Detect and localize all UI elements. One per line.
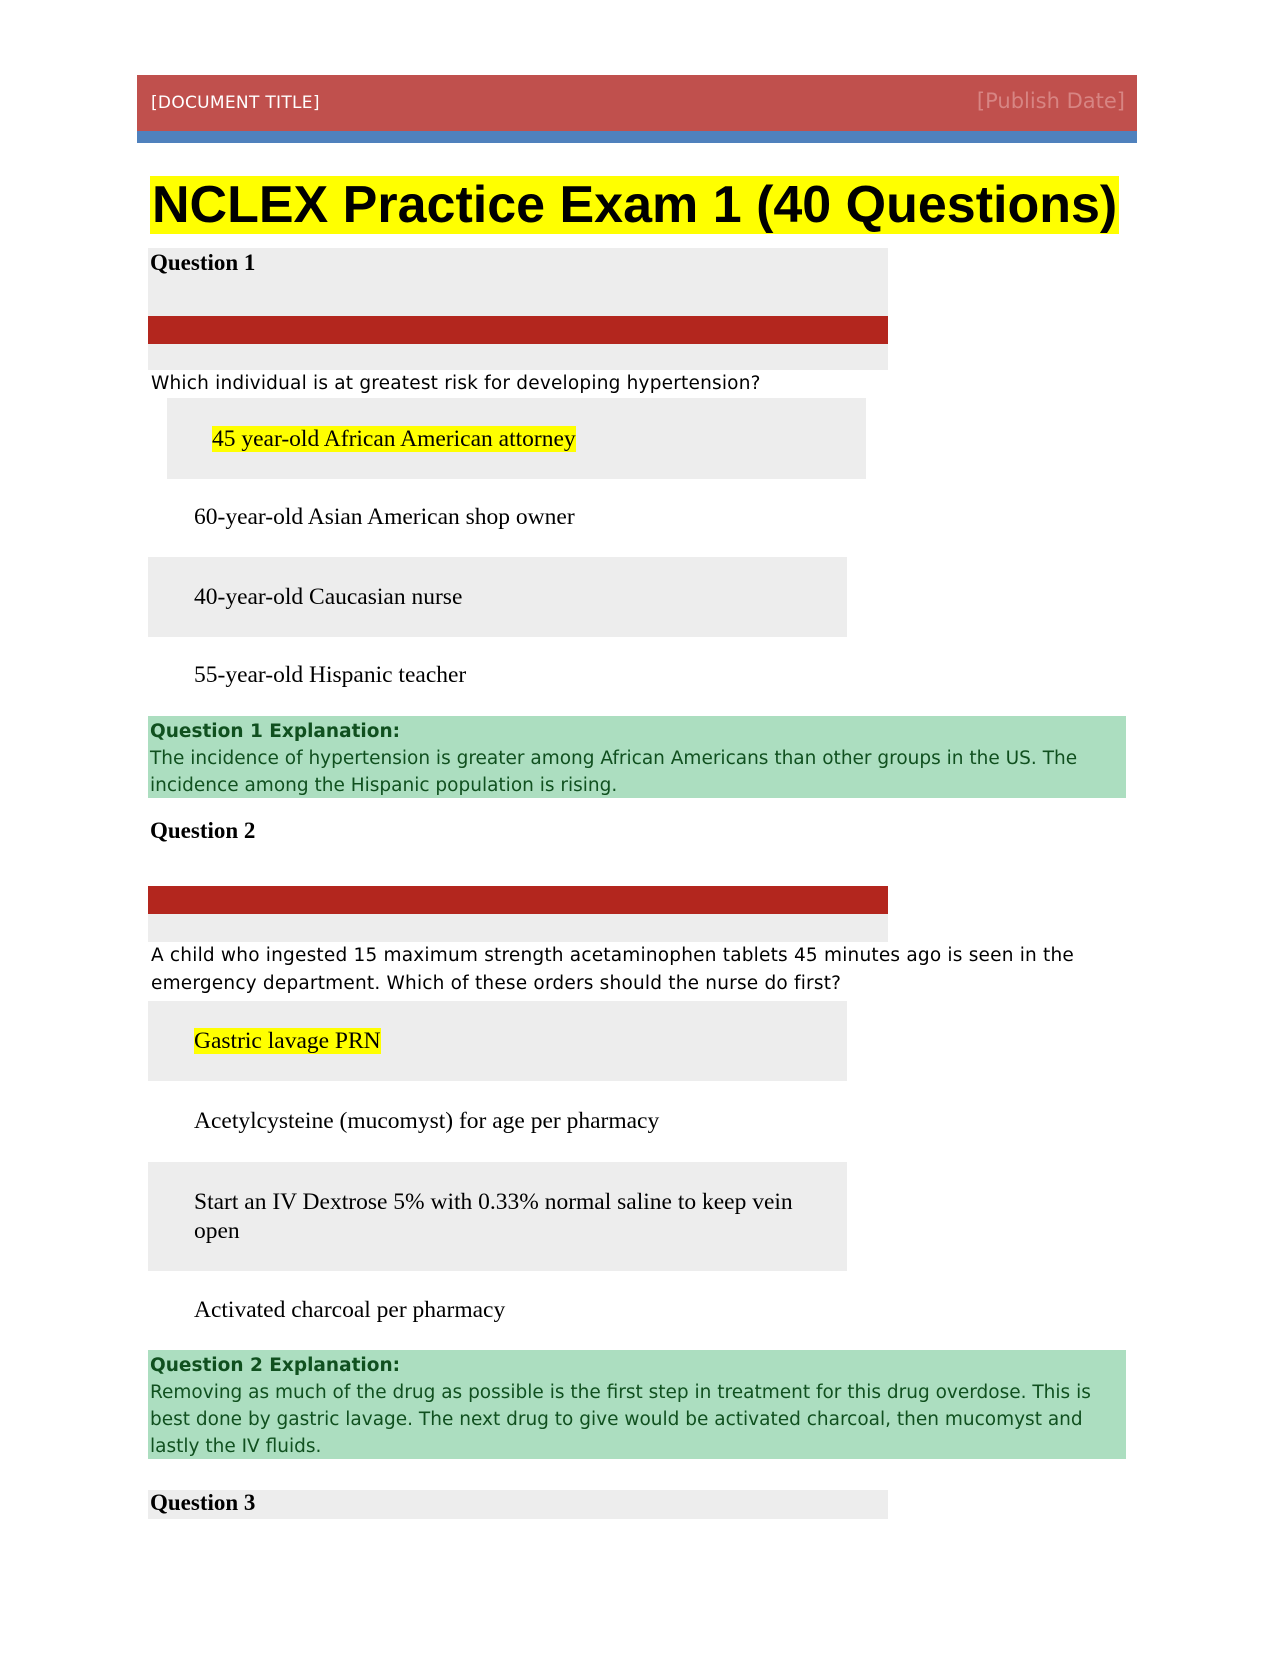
- question-3-heading: Question 3: [150, 1490, 256, 1515]
- question-1-option-2[interactable]: 60-year-old Asian American shop owner: [194, 504, 575, 530]
- question-2-explanation-text: Removing as much of the drug as possible is the first step in treatment for this drug overdose. This is best done by gastric lavage. The next drug to give would be activated charcoal, then mucomyst and lastly the IV fluids.: [150, 1382, 1091, 1457]
- question-1-heading: Question 1: [150, 250, 256, 275]
- question-1-text: Which individual is at greatest risk for developing hypertension?: [151, 373, 761, 394]
- header-underline: [137, 131, 1137, 143]
- question-2-explanation: [148, 1350, 1126, 1459]
- question-2-option-2[interactable]: Acetylcysteine (mucomyst) for age per pharmacy: [194, 1108, 660, 1134]
- question-2-heading: Question 2: [150, 818, 256, 843]
- question-2-option-3[interactable]: Start an IV Dextrose 5% with 0.33% normal saline to keep vein open: [194, 1189, 793, 1244]
- question-1-explanation-label: Question 1 Explanation:: [150, 721, 401, 742]
- publish-date: [Publish Date]: [976, 89, 1125, 113]
- question-1-option-4[interactable]: 55-year-old Hispanic teacher: [194, 662, 467, 688]
- question-2-explanation-label: Question 2 Explanation:: [150, 1355, 401, 1376]
- question-1-option-3[interactable]: 40-year-old Caucasian nurse: [194, 584, 463, 610]
- question-2-option-4[interactable]: Activated charcoal per pharmacy: [194, 1297, 506, 1323]
- question-3-header-box: [148, 1490, 888, 1519]
- question-1-header-box: [148, 248, 888, 370]
- question-1-explanation: [148, 716, 1126, 798]
- question-1-option-1[interactable]: [212, 425, 576, 454]
- question-2-red-bar: [148, 886, 888, 914]
- question-1-red-bar: [148, 316, 888, 344]
- question-2-option-1[interactable]: [194, 1027, 381, 1056]
- question-2-option-1-label: Gastric lavage PRN: [194, 1028, 381, 1054]
- page-title: NCLEX Practice Exam 1 (40 Questions): [152, 176, 1118, 234]
- question-2-text: A child who ingested 15 maximum strength acetaminophen tablets 45 minutes ago is seen in the emergency department. Which of these orders should the nurse do first?: [151, 945, 1075, 994]
- document-title: [DOCUMENT TITLE]: [151, 93, 320, 113]
- question-1-explanation-text: The incidence of hypertension is greater among African Americans than other groups in the US. The incidence among the Hispanic population is rising.: [150, 748, 1078, 796]
- question-1-option-1-label: 45 year-old African American attorney: [212, 426, 576, 452]
